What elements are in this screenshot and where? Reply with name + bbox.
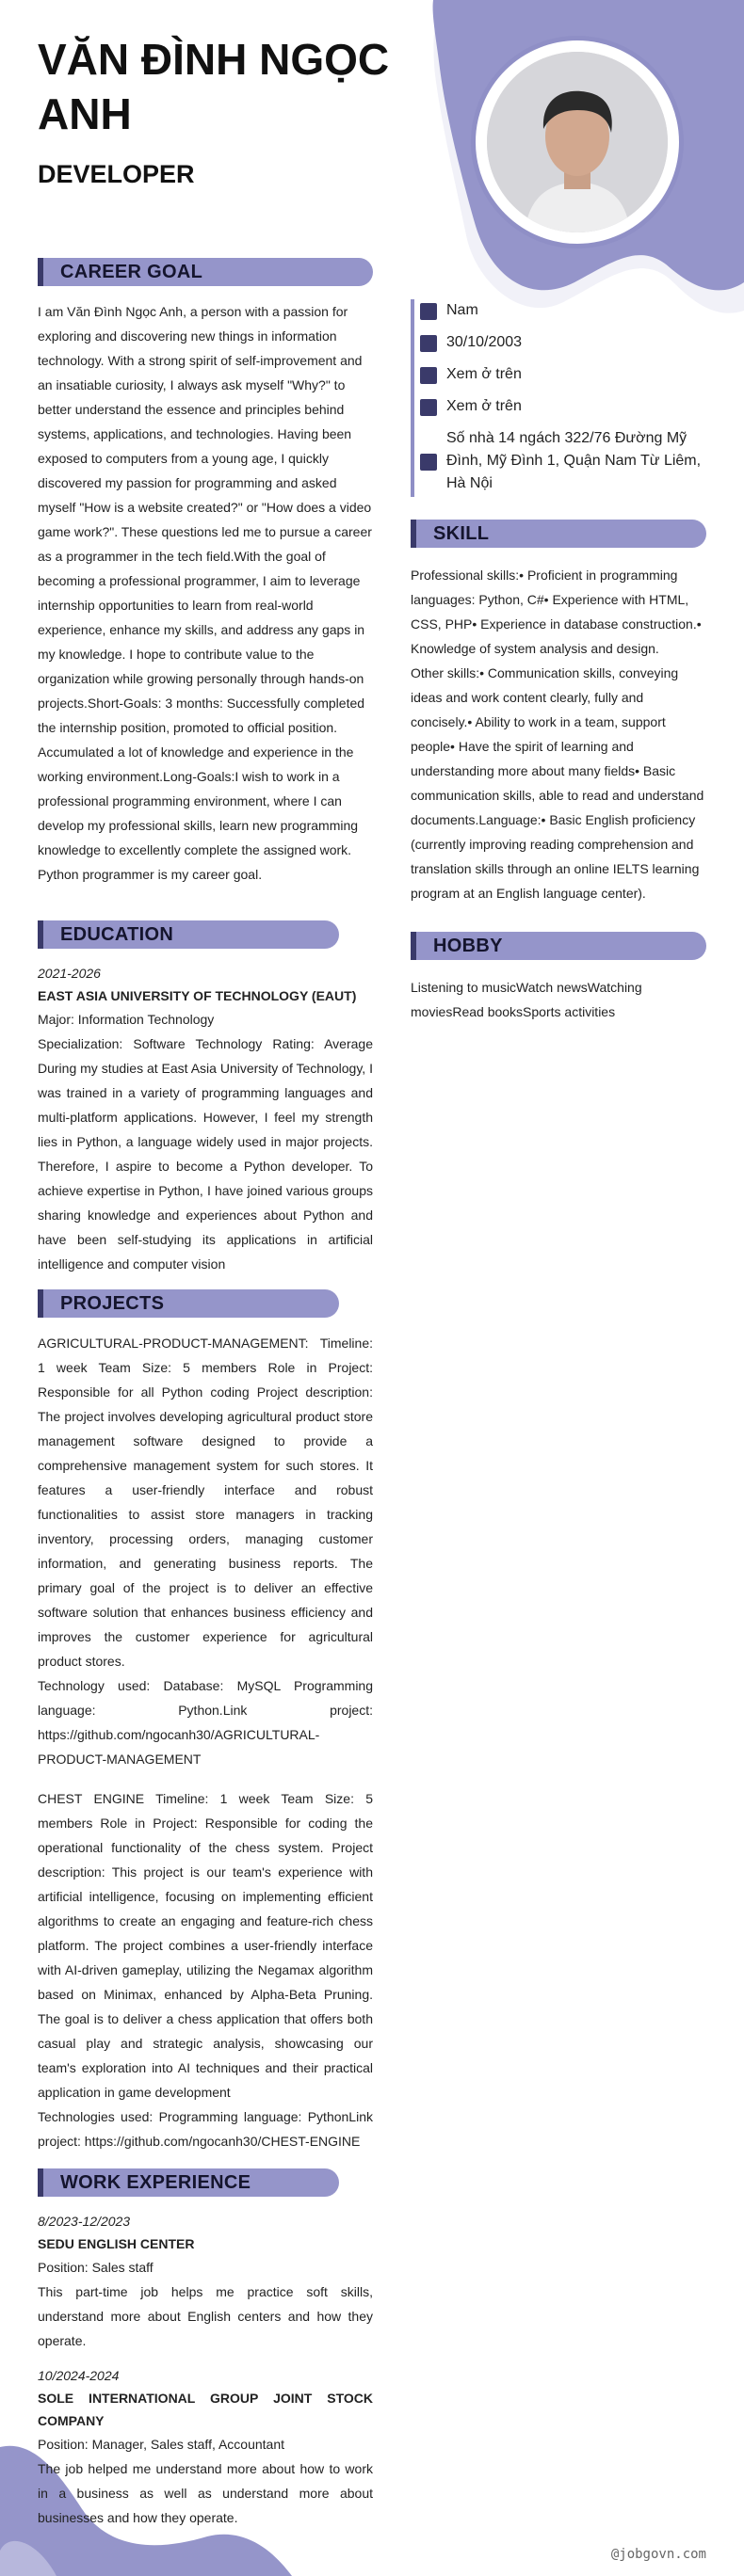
project-tech: Technology used: Database: MySQL Programming language: Python.Link project: https://github.com/ngocanh30/AGRICULTURAL-PRODUCT-MANAGEMENT (38, 1678, 373, 1767)
phone-icon (420, 367, 437, 384)
calendar-icon (420, 335, 437, 352)
section-title: PROJECTS (60, 1293, 165, 1314)
contact-birthday-value: 30/10/2003 (446, 334, 523, 350)
candidate-role: DEVELOPER (38, 160, 195, 188)
project-description: AGRICULTURAL-PRODUCT-MANAGEMENT: Timeline: 1 week Team Size: 5 members Role in Project: Responsible for all Python coding Project description: The project involves developing agricultural product store management software designed to provide a comprehensive management system for such stores. It features a user-friendly interface and robust functionalities to assist store managers in tracking inventory, processing orders, managing customer information, and generating business reports. The primary goal of the project is to deliver an effective software solution that enhances business efficiency and improves the customer experience for agricultural product stores. (38, 1336, 373, 1669)
work-description: The job helped me understand more about how to work in a business as well as understand more about businesses and how they operate. (38, 2461, 373, 2525)
hobby-text: Listening to musicWatch newsWatching moviesRead booksSports activities (411, 980, 642, 1019)
contact-address-value: Số nhà 14 ngách 322/76 Đường Mỹ Đình, Mỹ Đình 1, Quận Nam Từ Liêm, Hà Nội (446, 430, 702, 491)
watermark: @jobgovn.com (610, 2547, 706, 2562)
project-entry (38, 1786, 373, 2153)
career-goal-text: I am Văn Đình Ngọc Anh, a person with a passion for exploring and discovering new things in information technology. With a strong spirit of self-improvement and an insatiable curiosity, I always ask myself "Why?" to better understand the essence and principles behind systems, applications, and technologies. Having been exposed to computers from a young age, I quickly discovered my passion for programming and asked myself "How is a website created?" or "How does a video game work?". These questions led me to pursue a career as a programmer in the tech field.With the goal of becoming a professional programmer, I aim to leverage internship opportunities to learn from real-world experience, enhance my skills, and address any gaps in my knowledge. I hope to contribute value to the organization while growing personally through hands-on projects.Short-Goals: 3 months: Successfully completed the internship position, promoted to official position. Accumulated a lot of knowledge and experience in the working environment.Long-Goals:I wish to work in a professional programming environment, where I can develop my professional skills, learn new programming knowledge to excellently complete the assigned work. Python programmer is my career goal. (38, 304, 372, 882)
contact-email-value: Xem ở trên (446, 398, 522, 414)
section-title: HOBBY (433, 936, 503, 956)
contact-phone-value: Xem ở trên (446, 366, 522, 382)
section-education (38, 920, 339, 949)
contact-gender-value: Nam (446, 302, 478, 318)
project-description: CHEST ENGINE Timeline: 1 week Team Size: 5 members Role in Project: Responsible for coding the operational functionality of the chess system. Project description: This project is our team's experience with artificial intelligence, focusing on implementing efficient algorithms to create an engaging and feature-rich chess platform. The project combines a user-friendly interface with AI-driven gameplay, utilizing the Negamax algorithm based on Minimax, enhanced by Alpha-Beta Pruning. The goal is to deliver a chess application that offers both casual play and strategic analysis, showcasing our team's exploration into AI techniques and their practical application in game development (38, 1791, 373, 2100)
work-company: SEDU ENGLISH CENTER (38, 2236, 195, 2251)
skill-text: Professional skills:• Proficient in programming languages: Python, C#• Experience with HTML, CSS, PHP• Experience in database construction.• Knowledge of system analysis and design. Other skills:• Communication skills, conveying ideas and work content clearly, fully and concisely.• Ability to work in a team, support people• Have the spirit of learning and understanding more about many fields• Basic communication skills, able to read and understand documents.Language:• Basic English proficiency (currently improving reading comprehension and translation skills through an online IELTS learning program at an English language center). (411, 568, 704, 901)
project-tech: Technologies used: Programming language: PythonLink project: https://github.com/ngocanh30/CHEST-ENGINE (38, 2109, 373, 2149)
email-icon (420, 399, 437, 416)
section-work-experience (38, 2168, 339, 2197)
work-position: Position: Manager, Sales staff, Accountant (38, 2437, 285, 2452)
work-position: Position: Sales staff (38, 2260, 154, 2275)
work-description: This part-time job helps me practice soft skills, understand more about English centers and how they operate. (38, 2284, 373, 2348)
project-entry (38, 1331, 373, 1771)
section-title: EDUCATION (60, 924, 174, 945)
person-icon (420, 303, 437, 320)
work-entry (38, 2210, 373, 2353)
profile-photo-frame (471, 36, 684, 248)
contact-accent-bar (411, 299, 414, 497)
candidate-name: VĂN ĐÌNH NGỌC ANH (38, 35, 390, 138)
location-icon (420, 454, 437, 471)
education-date: 2021-2026 (38, 966, 101, 981)
section-title: WORK EXPERIENCE (60, 2172, 251, 2193)
work-date: 10/2024-2024 (38, 2368, 120, 2383)
section-skill (411, 520, 706, 548)
work-company: SOLE INTERNATIONAL GROUP JOINT STOCK COMPANY (38, 2391, 373, 2428)
section-hobby (411, 932, 706, 960)
education-major: Major: Information Technology (38, 1012, 215, 1027)
person-photo-icon (487, 52, 668, 232)
education-school: EAST ASIA UNIVERSITY OF TECHNOLOGY (EAUT) (38, 988, 357, 1003)
education-description: Specialization: Software Technology Rating: Average During my studies at East Asia University of Technology, I was trained in a variety of programming languages and multi-platform applications. However, I feel my strength lies in Python, a language widely used in major projects. Therefore, I aspire to become a Python developer. To achieve expertise in Python, I have joined various groups sharing knowledge and experiences about Python and have been self-studying its applications in artificial intelligence and computer vision (38, 1036, 373, 1272)
section-title: SKILL (433, 523, 490, 544)
work-entry (38, 2364, 373, 2530)
profile-photo (487, 52, 668, 232)
work-date: 8/2023-12/2023 (38, 2214, 131, 2229)
education-entry (38, 962, 373, 1276)
section-career-goal (38, 258, 373, 286)
section-title: CAREER GOAL (60, 262, 203, 282)
section-projects (38, 1289, 339, 1318)
